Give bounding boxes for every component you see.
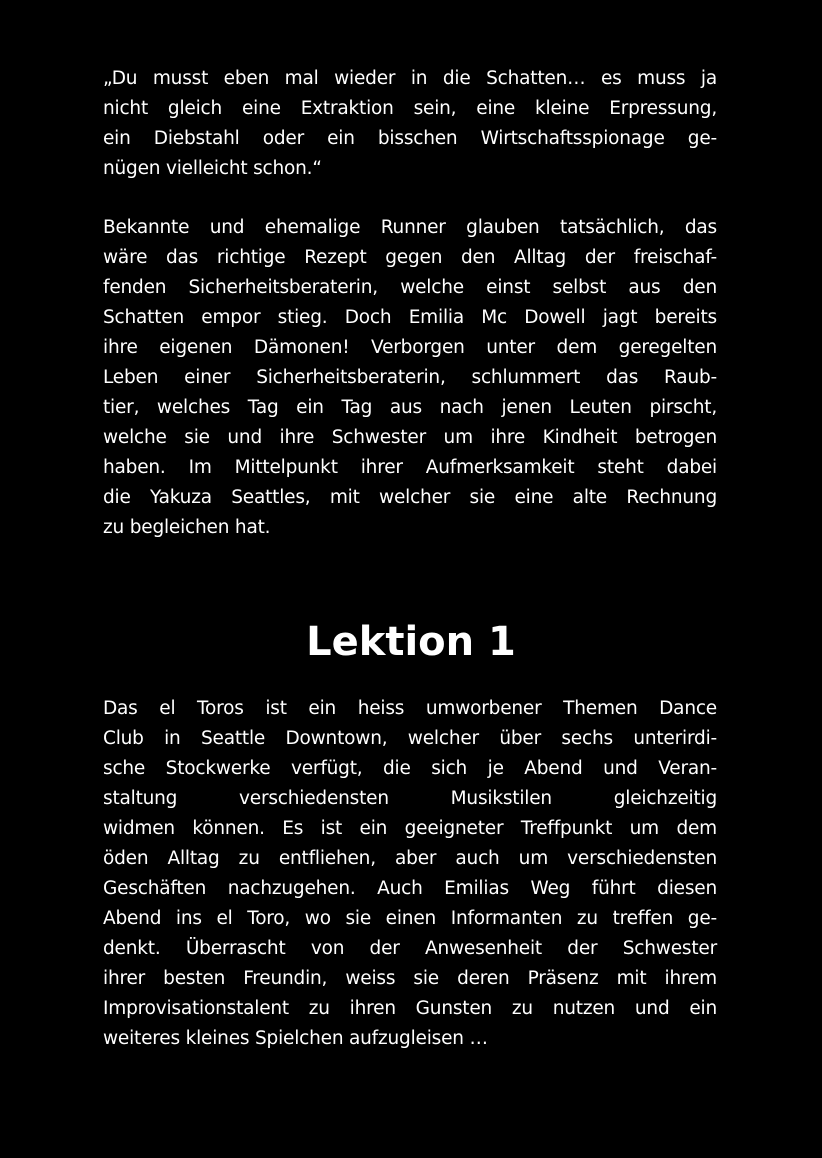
text-line: nügen vielleicht schon.“ — [103, 158, 322, 179]
background-paragraph — [103, 213, 717, 543]
text-line: wäre das richtige Rezept gegen den Alltag der freischaf- — [103, 247, 717, 268]
text-line: fenden Sicherheitsberaterin, welche einst selbst aus den — [103, 277, 717, 298]
section-heading: Lektion 1 — [306, 619, 516, 665]
text-line: Geschäften nachzugehen. Auch Emilias Weg führt diesen — [103, 878, 717, 899]
text-line: widmen können. Es ist ein geeigneter Treffpunkt um dem — [103, 818, 717, 839]
text-line: Abend ins el Toro, wo sie einen Informanten zu treffen ge- — [103, 908, 717, 929]
text-line: Club in Seattle Downtown, welcher über sechs unterirdi- — [103, 728, 717, 749]
text-line: Schatten empor stieg. Doch Emilia Mc Dowell jagt bereits — [103, 307, 717, 328]
text-line: denkt. Überrascht von der Anwesenheit der Schwester — [103, 938, 717, 959]
text-line: Das el Toros ist ein heiss umworbener Themen Dance — [103, 698, 717, 719]
text-line: welche sie und ihre Schwester um ihre Kindheit betrogen — [103, 427, 717, 448]
text-line: ein Diebstahl oder ein bisschen Wirtschaftsspionage ge- — [103, 128, 717, 149]
text-line: Leben einer Sicherheitsberaterin, schlummert das Raub- — [103, 367, 717, 388]
text-line: ihrer besten Freundin, weiss sie deren Präsenz mit ihrem — [103, 968, 717, 989]
text-line: Improvisationstalent zu ihren Gunsten zu nutzen und ein — [103, 998, 717, 1019]
lesson-paragraph — [103, 694, 717, 1054]
text-line: nicht gleich eine Extraktion sein, eine kleine Erpressung, — [103, 98, 717, 119]
text-line: ihre eigenen Dämonen! Verborgen unter dem geregelten — [103, 337, 717, 358]
text-line: sche Stockwerke verfügt, die sich je Abend und Veran- — [103, 758, 717, 779]
text-line: staltung verschiedensten Musikstilen gleichzeitig — [103, 788, 717, 809]
text-line: weiteres kleines Spielchen aufzugleisen … — [103, 1028, 488, 1049]
intro-quote-paragraph — [103, 64, 717, 184]
text-line: zu begleichen hat. — [103, 517, 271, 538]
text-line: haben. Im Mittelpunkt ihrer Aufmerksamkeit steht dabei — [103, 457, 717, 478]
text-line: öden Alltag zu entfliehen, aber auch um verschiedensten — [103, 848, 717, 869]
text-line: die Yakuza Seattles, mit welcher sie eine alte Rechnung — [103, 487, 717, 508]
text-line: tier, welches Tag ein Tag aus nach jenen Leuten pirscht, — [103, 397, 717, 418]
text-line: Bekannte und ehemalige Runner glauben tatsächlich, das — [103, 217, 717, 238]
text-line: „Du musst eben mal wieder in die Schatten… es muss ja — [103, 68, 717, 89]
